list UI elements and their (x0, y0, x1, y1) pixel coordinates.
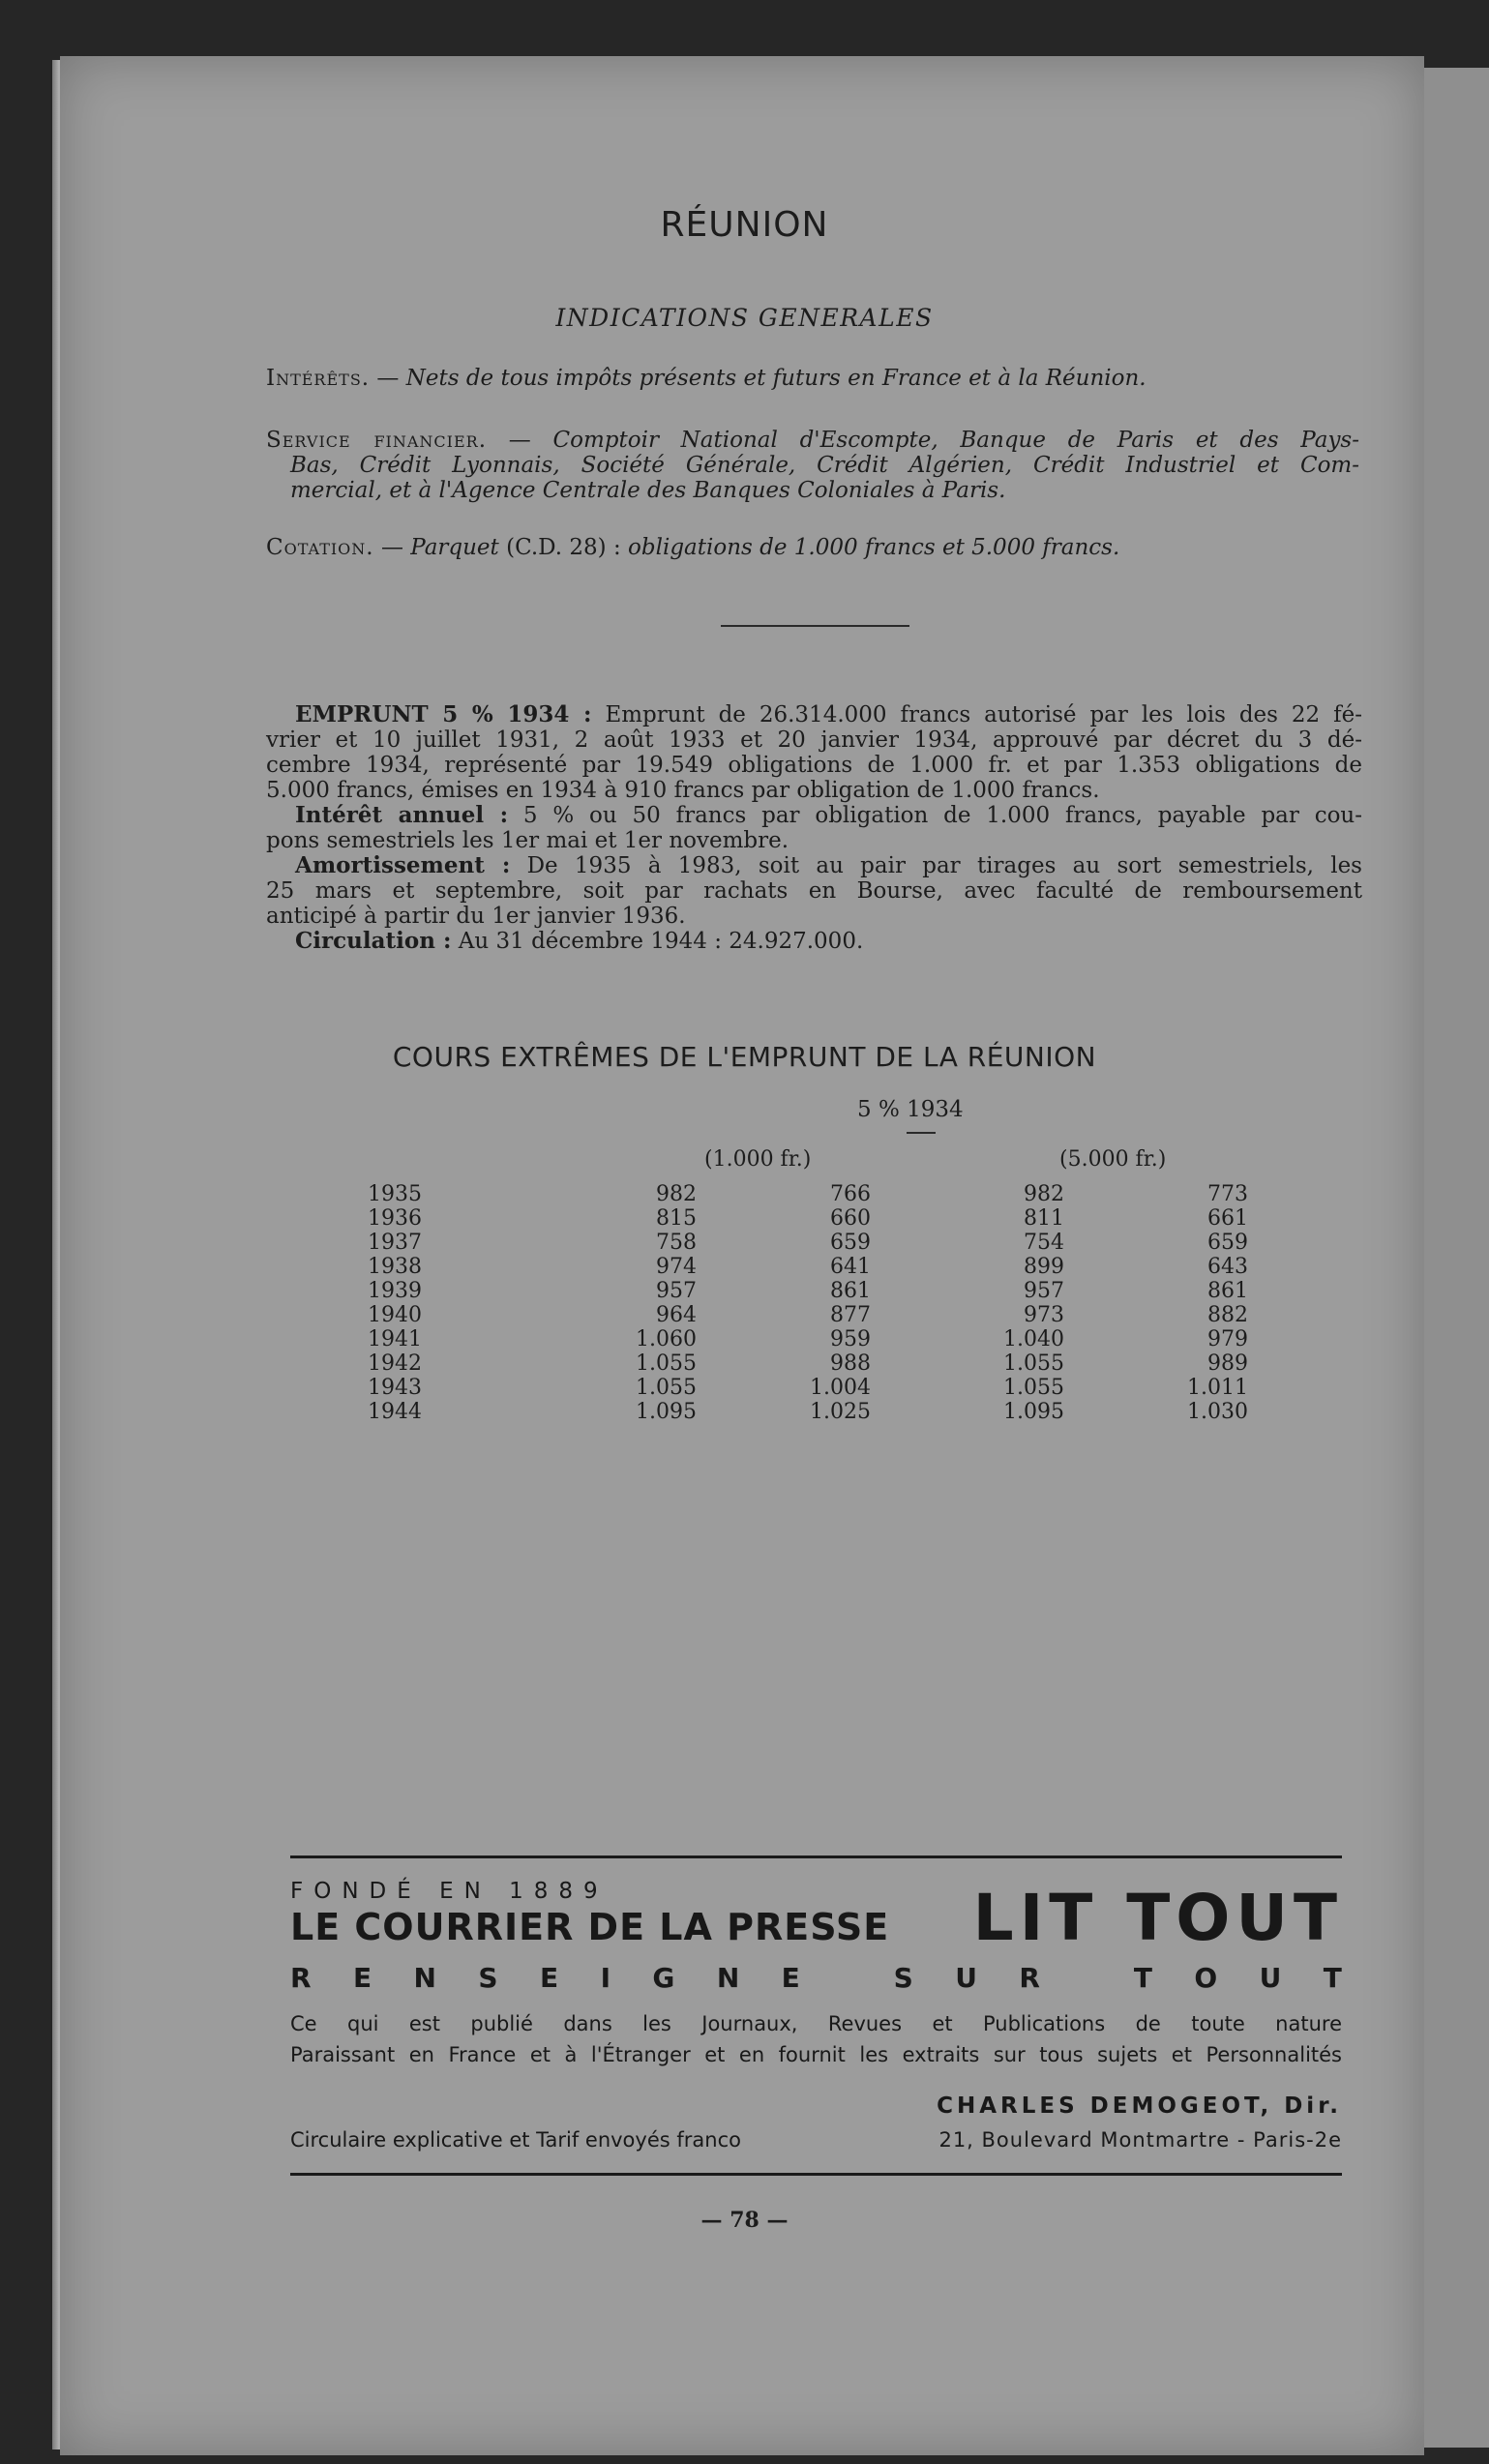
service-paragraph (266, 428, 1359, 503)
emprunt-paragraph (266, 702, 1362, 954)
column-group-5000: (5.000 fr.) (1059, 1147, 1167, 1172)
amort-line-3: anticipé à partir du 1er janvier 1936. (266, 904, 686, 929)
max-5000-high-cell: 973 (1024, 1303, 1064, 1327)
min-1000-high-cell: 758 (656, 1231, 697, 1255)
cours-table (368, 1182, 1248, 1424)
max-5000-low-cell: 989 (1207, 1351, 1248, 1376)
ad-tagline (290, 1962, 1342, 1994)
max-5000-high-cell: 982 (1024, 1182, 1064, 1206)
tagline-letter: T (1323, 1962, 1342, 1994)
tagline-letter: S (478, 1962, 498, 1994)
max-5000-low-cell: 979 (1207, 1327, 1248, 1351)
table-title: COURS EXTRÊMES DE L'EMPRUNT DE LA RÉUNION (392, 1041, 1097, 1073)
tagline-letter: R (1019, 1962, 1040, 1994)
tagline-letter: E (352, 1962, 372, 1994)
cotation-colon: : (612, 535, 621, 560)
service-line-2: Bas, Crédit Lyonnais, Société Générale, Crédit Algérien, Crédit Industriel et Com- (290, 453, 1359, 478)
min-1000-high-cell: 982 (656, 1182, 697, 1206)
ad-line-2: Paraissant en France et à l'Étranger et en fournit les extraits sur tous sujets et Personnalités (290, 2043, 1342, 2066)
year-cell: 1941 (368, 1327, 422, 1351)
emprunt-text-1: Emprunt de 26.314.000 francs autorisé par les lois des 22 fé- (605, 702, 1363, 727)
max-5000-high-cell: 899 (1024, 1255, 1064, 1279)
service-text-1: Comptoir National d'Escompte, Banque de Paris et des Pays- (552, 428, 1360, 453)
min-1000-low-cell: 659 (830, 1231, 871, 1255)
interets-paragraph (266, 366, 1369, 391)
ad-circulaire: Circulaire explicative et Tarif envoyés franco (290, 2128, 741, 2152)
year-cell: 1937 (368, 1231, 422, 1255)
cotation-dash: — (380, 535, 403, 560)
year-cell: 1939 (368, 1279, 422, 1303)
min-1000-high-cell: 1.095 (636, 1400, 697, 1424)
max-5000-low-cell: 643 (1207, 1255, 1248, 1279)
max-5000-low-cell: 882 (1207, 1303, 1248, 1327)
max-5000-low-cell: 861 (1207, 1279, 1248, 1303)
page-number: — 78 — (700, 2208, 789, 2233)
cotation-label: Cotation. (266, 535, 374, 560)
max-5000-high-cell: 1.055 (1003, 1351, 1064, 1376)
min-1000-high-cell: 974 (656, 1255, 697, 1279)
interet-line-2: pons semestriels les 1er mai et 1er novembre. (266, 828, 789, 853)
min-1000-low-cell: 988 (830, 1351, 871, 1376)
max-5000-high-cell: 1.055 (1003, 1376, 1064, 1400)
interet-heading: Intérêt annuel : (295, 802, 509, 828)
page-title: RÉUNION (660, 205, 829, 245)
table-row (368, 1255, 1248, 1279)
tagline-letter: I (600, 1962, 610, 1994)
service-dash: — (508, 428, 531, 453)
tagline-letter: O (1194, 1962, 1218, 1994)
cours-table-body (368, 1182, 1248, 1424)
ad-address: 21, Boulevard Montmartre - Paris-2e (938, 2128, 1342, 2152)
tagline-letter: E (781, 1962, 800, 1994)
min-1000-high-cell: 815 (656, 1206, 697, 1231)
interet-line-1 (266, 803, 1362, 828)
column-group-1000: (1.000 fr.) (704, 1147, 812, 1172)
emprunt-line-3: cembre 1934, représenté par 19.549 obligations de 1.000 fr. et par 1.353 obligations de (266, 753, 1362, 778)
max-5000-low-cell: 1.011 (1187, 1376, 1248, 1400)
emprunt-line-2: vrier et 10 juillet 1931, 2 août 1933 et 20 janvier 1934, approuvé par décret du 3 dé- (266, 727, 1362, 753)
ad-director: CHARLES DEMOGEOT, Dir. (937, 2093, 1342, 2119)
year-cell: 1935 (368, 1182, 422, 1206)
table-subtitle-rule (907, 1132, 936, 1134)
service-label: Service financier. (266, 428, 488, 453)
min-1000-high-cell: 1.055 (636, 1351, 697, 1376)
section-subtitle: INDICATIONS GENERALES (555, 304, 934, 332)
max-5000-low-cell: 773 (1207, 1182, 1248, 1206)
min-1000-high-cell: 1.060 (636, 1327, 697, 1351)
ad-line-1: Ce qui est publié dans les Journaux, Revues et Publications de toute nature (290, 2012, 1342, 2035)
min-1000-high-cell: 957 (656, 1279, 697, 1303)
ad-top-rule (290, 1855, 1342, 1858)
year-cell: 1936 (368, 1206, 422, 1231)
tagline-letter: G (652, 1962, 675, 1994)
circulation-line (266, 929, 1362, 954)
max-5000-high-cell: 957 (1024, 1279, 1064, 1303)
max-5000-high-cell: 1.095 (1003, 1400, 1064, 1424)
cotation-text: obligations de 1.000 francs et 5.000 francs. (628, 535, 1120, 560)
tagline-letter: T (1133, 1962, 1152, 1994)
amort-line-2: 25 mars et septembre, soit par rachats en Bourse, avec faculté de remboursement (266, 878, 1362, 904)
table-row (368, 1279, 1248, 1303)
cotation-code: (C.D. 28) (506, 535, 607, 560)
tagline-letter: U (955, 1962, 977, 1994)
tagline-letter: S (893, 1962, 913, 1994)
table-row (368, 1327, 1248, 1351)
circulation-heading: Circulation : (295, 928, 452, 954)
emprunt-line-4: 5.000 francs, émises en 1934 à 910 francs par obligation de 1.000 francs. (266, 778, 1100, 803)
tagline-letter (842, 1962, 851, 1994)
min-1000-low-cell: 1.025 (810, 1400, 871, 1424)
tagline-letter: U (1259, 1962, 1282, 1994)
min-1000-low-cell: 641 (830, 1255, 871, 1279)
table-row (368, 1376, 1248, 1400)
table-row (368, 1182, 1248, 1206)
service-line-3: mercial, et à l'Agence Centrale des Banques Coloniales à Paris. (290, 478, 1006, 503)
min-1000-low-cell: 660 (830, 1206, 871, 1231)
ad-founded: FONDÉ EN 1889 (290, 1879, 609, 1904)
max-5000-low-cell: 659 (1207, 1231, 1248, 1255)
tagline-letter: N (716, 1962, 740, 1994)
table-subtitle: 5 % 1934 (857, 1097, 964, 1122)
ad-bottom-rule (290, 2173, 1342, 2176)
year-cell: 1943 (368, 1376, 422, 1400)
year-cell: 1938 (368, 1255, 422, 1279)
min-1000-low-cell: 766 (830, 1182, 871, 1206)
interets-dash: — (376, 366, 400, 391)
table-row (368, 1231, 1248, 1255)
table-row (368, 1351, 1248, 1376)
ad-slogan: LIT TOUT (972, 1881, 1343, 1955)
ad-name: LE COURRIER DE LA PRESSE (290, 1906, 890, 1948)
table-row (368, 1303, 1248, 1327)
amort-line-1 (266, 853, 1362, 878)
interets-label: Intérêts. (266, 366, 371, 391)
interets-text: Nets de tous impôts présents et futurs en France et à la Réunion. (405, 366, 1147, 391)
year-cell: 1944 (368, 1400, 422, 1424)
amort-heading: Amortissement : (295, 852, 511, 878)
amort-text-1: De 1935 à 1983, soit au pair par tirages au sort semestriels, les (526, 853, 1362, 878)
max-5000-high-cell: 754 (1024, 1231, 1064, 1255)
table-row (368, 1400, 1248, 1424)
emprunt-heading: EMPRUNT 5 % 1934 : (295, 701, 592, 727)
min-1000-low-cell: 861 (830, 1279, 871, 1303)
tagline-letter: N (413, 1962, 436, 1994)
emprunt-line-1 (266, 702, 1362, 727)
max-5000-low-cell: 661 (1207, 1206, 1248, 1231)
tagline-letter: R (290, 1962, 312, 1994)
min-1000-low-cell: 959 (830, 1327, 871, 1351)
section-divider (721, 625, 909, 627)
interet-text-1: 5 % ou 50 francs par obligation de 1.000 francs, payable par cou- (522, 803, 1363, 828)
year-cell: 1942 (368, 1351, 422, 1376)
cotation-paragraph (266, 535, 1369, 560)
adjacent-page (1424, 68, 1489, 2448)
max-5000-high-cell: 1.040 (1003, 1327, 1064, 1351)
min-1000-high-cell: 964 (656, 1303, 697, 1327)
table-row (368, 1206, 1248, 1231)
tagline-letter (1082, 1962, 1091, 1994)
circulation-text: Au 31 décembre 1944 : 24.927.000. (458, 929, 864, 954)
min-1000-low-cell: 877 (830, 1303, 871, 1327)
tagline-letter: E (540, 1962, 559, 1994)
min-1000-low-cell: 1.004 (810, 1376, 871, 1400)
cotation-place: Parquet (410, 535, 499, 560)
service-line-1 (266, 428, 1359, 453)
year-cell: 1940 (368, 1303, 422, 1327)
min-1000-high-cell: 1.055 (636, 1376, 697, 1400)
max-5000-high-cell: 811 (1024, 1206, 1064, 1231)
max-5000-low-cell: 1.030 (1187, 1400, 1248, 1424)
